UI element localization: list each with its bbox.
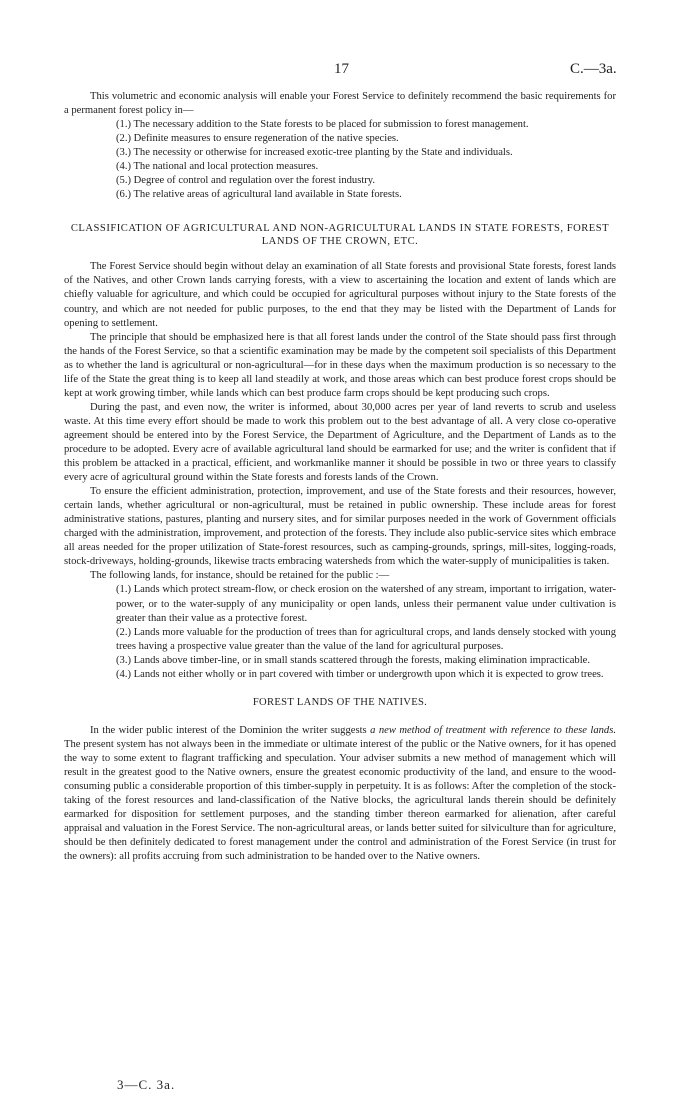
intro-paragraph: This volumetric and economic analysis will enable your Forest Service to definitely recommend the basic requirements for a permanent forest policy in—	[64, 91, 616, 117]
requirement-item: (6.) The relative areas of agricultural land available in State forests.	[116, 189, 402, 201]
body-paragraph: To ensure the efficient administration, protection, improvement, and use of the State forests and their resources, however, certain lands, whether agricultural or non-agricultural, must be retained in public ownership. These include areas for forest administrative stations, pastures, planting and nursery sites, and for similar purposes needed in the work of Government officials charged with the administration, improvement, and protection of the forests. They include also public-service sites which embrace all areas needed for the proper utilization of State-forest resources, such as camping-grounds, springs, mill-sites, logging-roads, stock-driveways, holding-grounds, likewise tracts embracing watersheds from which the water-supply of municipalities is taken.	[64, 486, 616, 568]
body-paragraph: During the past, and even now, the writer is informed, about 30,000 acres per year of land reverts to scrub and useless waste. At this time every effort should be made to work this problem out to the best advantage of all. A very close co-operative agreement should be entered into by the Forest Service, the Department of Agriculture, and the Department of Lands as to the procedure to be adopted. Every acre of available agricultural land should be earmarked for use; and the writer is confident that if this problem be attacked in a practical, efficient, and workmanlike manner it should be possible in two or three years to classify every acre of agricultural ground within the State forests and forests lands of the Crown.	[64, 401, 616, 484]
retained-item: (1.) Lands which protect stream-flow, or check erosion on the watershed of any stream, important to irrigation, water-power, or to the water-supply of any municipality or open lands, unless their permanent value under cultivation is greater than their value as a protective forest.	[116, 584, 616, 624]
retained-lands-list	[116, 583, 616, 681]
page-body	[64, 90, 616, 864]
retained-item: (2.) Lands more valuable for the production of trees than for agricultural crops, and lands densely stocked with young trees having a prospective value greater than the value of the land for agricultural purposes.	[116, 626, 616, 652]
section-heading-classification: CLASSIFICATION OF AGRICULTURAL AND NON-AGRICULTURAL LANDS IN STATE FORESTS, FOREST LANDS OF THE CROWN, ETC.	[70, 223, 610, 248]
retained-item: (3.) Lands above timber-line, or in small stands scattered through the forests, making elimination impracticable.	[116, 654, 591, 666]
retained-item: (4.) Lands not either wholly or in part covered with timber or undergrowth upon which it is expected to grow trees.	[116, 668, 604, 680]
signature-mark: 3—C. 3a.	[117, 1077, 176, 1092]
body-paragraph: The Forest Service should begin without delay an examination of all State forests and provisional State forests, forest lands of the Natives, and other Crown lands carrying forests, with a view to ascertaining the location and extent of lands which are chiefly valuable for agriculture, and which could be occupied for agricultural purposes without injury to the State forests of the country, and which are not needed for public purposes, to the end that they may be listed with the Department of Lands for opening to settlement.	[64, 261, 616, 329]
requirement-item: (1.) The necessary addition to the State forests to be placed for submission to forest management.	[116, 119, 529, 131]
requirements-list	[116, 118, 616, 202]
page-number: 17	[334, 61, 349, 77]
italic-phrase: a new method of treatment with reference to these lands.	[370, 724, 617, 736]
requirement-item: (4.) The national and local protection measures.	[116, 161, 319, 173]
paragraph-start: In the wider public interest of the Dominion the writer suggests	[90, 724, 367, 736]
requirement-item: (3.) The necessity or otherwise for increased exotic-tree planting by the State and individuals.	[116, 147, 513, 159]
section-heading-native-lands: FOREST LANDS OF THE NATIVES.	[252, 696, 428, 708]
native-lands-paragraph	[64, 724, 616, 864]
paragraph-rest: The present system has not always been in the immediate or ultimate interest of the public or the Native owners, for it has opened the way to some extent to flagrant trafficking and speculation. Your adviser submits a new method of management which will result in the greatest good to the Native owners, ensure the greatest economic productivity of the land, and ensure to the wood-consuming public a considerable proportion of this timber-supply in perpetuity. It is as follows: After the completion of the stock-taking of the forest resources and land-classification of the Native blocks, the agricultural lands therein should be definitely earmarked for disposition for settlement purposes, and the standing timber thereon earmarked for alienation, after careful appraisal and valuation in the Forest Service. The non-agricultural areas, or lands better suited for silviculture than for agriculture, should be then definitely dedicated to forest management under the control and administration of the Forest Service (in trust for the owners): all profits accruing from such administration to be handed over to the Native owners.	[64, 738, 616, 863]
document-reference: C.—3a.	[570, 61, 617, 77]
body-paragraph: The principle that should be emphasized here is that all forest lands under the control of the State should pass first through the hands of the Forest Service, so that a scientific examination may be made by the competent soil specialists of this Department as to whether the land is agricultural or non-agricultural—for in these days when the maximum production is so necessary to the life of the State the great thing is to keep all land steadily at work, and those areas which can best produce forest crops should be kept at work growing timber, while lands which can best produce farm crops should be kept producing such crops.	[64, 331, 616, 399]
retained-intro: The following lands, for instance, should be retained for the public :—	[90, 570, 390, 582]
requirement-item: (2.) Definite measures to ensure regeneration of the native species.	[116, 133, 399, 145]
requirement-item: (5.) Degree of control and regulation over the forest industry.	[116, 175, 376, 187]
